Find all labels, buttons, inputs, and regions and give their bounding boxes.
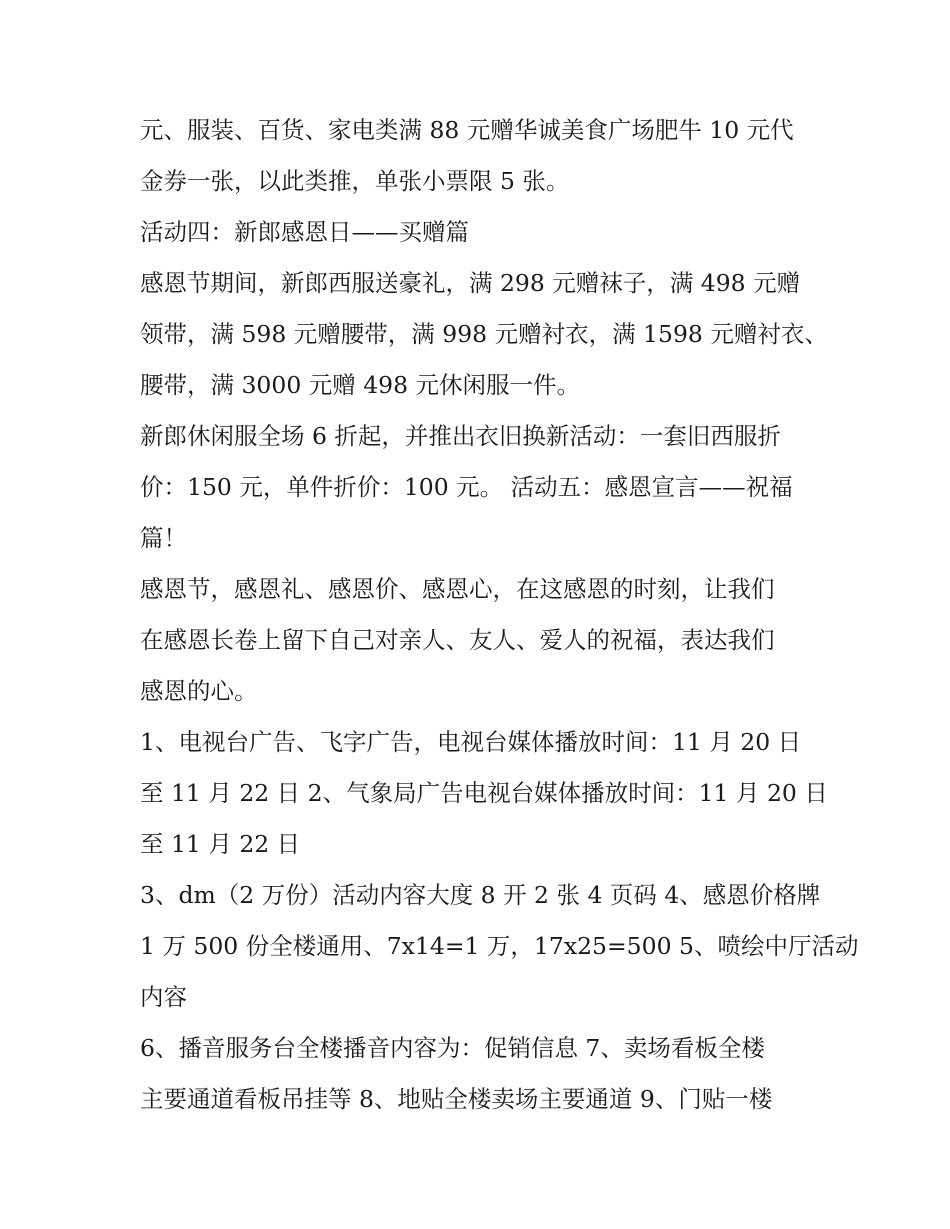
list-item: 1、电视台广告、飞字广告，电视台媒体播放时间：11 月 20 日 (140, 728, 802, 756)
section-heading: 活动四：新郎感恩日——买赠篇 (140, 218, 469, 246)
list-item: 6、播音服务台全楼播音内容为：促销信息 7、卖场看板全楼 (140, 1034, 765, 1062)
text-line: 腰带，满 3000 元赠 498 元休闲服一件。 (140, 371, 581, 399)
list-item: 至 11 月 22 日 (140, 830, 301, 858)
text-line: 领带，满 598 元赠腰带，满 998 元赠衬衣，满 1598 元赠衬衣、 (140, 320, 828, 348)
list-item: 内容 (140, 983, 187, 1011)
text-line: 元、服装、百货、家电类满 88 元赠华诚美食广场肥牛 10 元代 (140, 116, 794, 144)
text-line: 金券一张，以此类推，单张小票限 5 张。 (140, 167, 570, 195)
document-body (140, 105, 859, 1125)
list-item: 至 11 月 22 日 2、气象局广告电视台媒体播放时间：11 月 20 日 (140, 779, 828, 807)
text-line: 感恩的心。 (140, 677, 258, 705)
list-item: 1 万 500 份全楼通用、7x14=1 万，17x25=500 5、喷绘中厅活动 (140, 932, 859, 960)
text-line: 新郎休闲服全场 6 折起，并推出衣旧换新活动：一套旧西服折 (140, 422, 781, 450)
list-item: 主要通道看板吊挂等 8、地贴全楼卖场主要通道 9、门贴一楼 (140, 1085, 773, 1113)
list-item: 3、dm（2 万份）活动内容大度 8 开 2 张 4 页码 4、感恩价格牌 (140, 881, 821, 909)
text-line: 篇！ (140, 524, 187, 552)
text-line: 感恩节，感恩礼、感恩价、感恩心，在这感恩的时刻，让我们 (140, 575, 775, 603)
text-line: 在感恩长卷上留下自己对亲人、友人、爱人的祝福，表达我们 (140, 626, 775, 654)
text-line: 感恩节期间，新郎西服送豪礼，满 298 元赠袜子，满 498 元赠 (140, 269, 801, 297)
text-line: 价：150 元，单件折价：100 元。 活动五：感恩宣言——祝福 (140, 473, 793, 501)
